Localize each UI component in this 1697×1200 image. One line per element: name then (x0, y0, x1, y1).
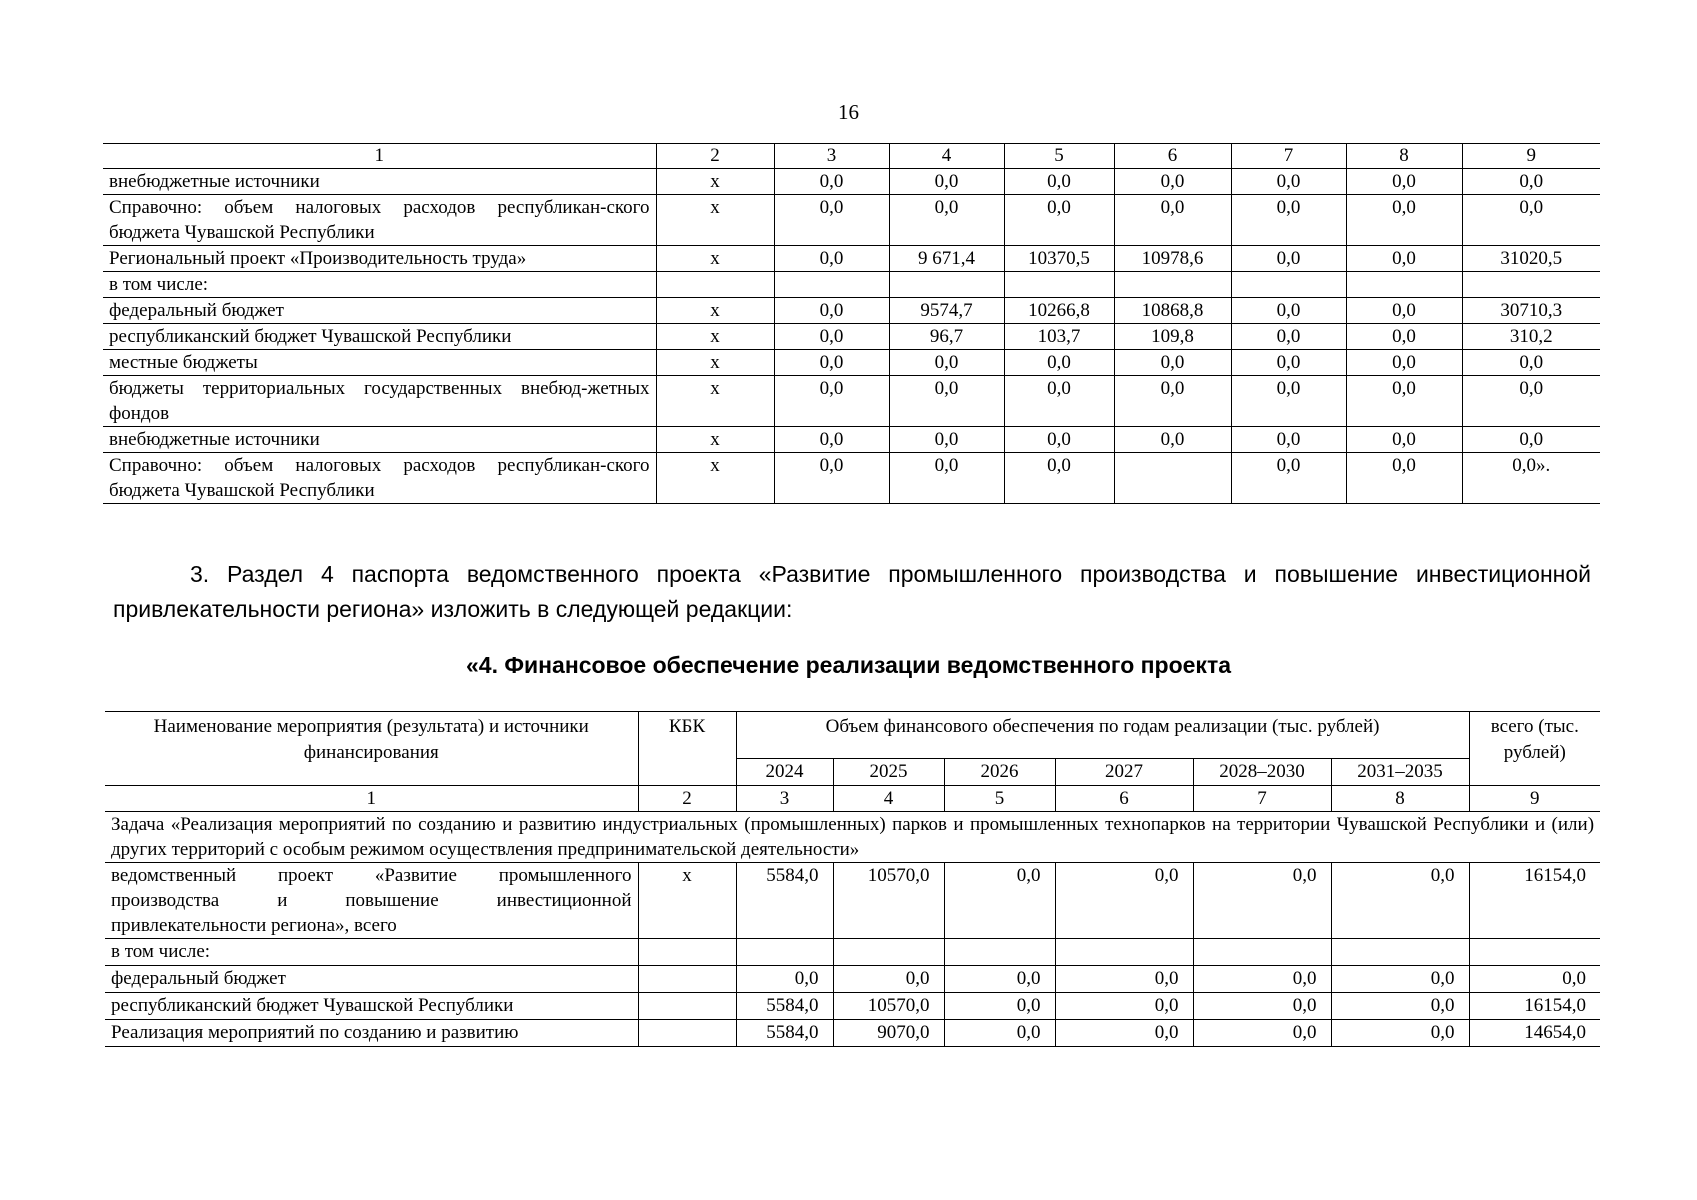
table-cell: 0,0 (774, 350, 889, 376)
table-cell (1346, 272, 1462, 298)
table-cell: 0,0 (889, 195, 1004, 246)
table-cell: 0,0 (774, 324, 889, 350)
row-name: бюджеты территориальных государственных внебюд-жетных фондов (103, 376, 656, 427)
table-cell: 0,0 (944, 1020, 1055, 1047)
kbk-cell (638, 966, 736, 993)
table-cell: 16154,0 (1469, 993, 1600, 1020)
table-row (103, 246, 1600, 272)
header-name: Наименование мероприятия (результата) и источники финансирования (105, 712, 638, 786)
row-name: республиканский бюджет Чувашской Республики (105, 993, 638, 1020)
table-row (103, 298, 1600, 324)
table-cell (889, 272, 1004, 298)
table-cell: 10868,8 (1114, 298, 1231, 324)
table-cell: х (656, 350, 774, 376)
kbk-cell (638, 1020, 736, 1047)
table-cell (1055, 939, 1193, 966)
table-cell: 0,0 (1055, 993, 1193, 1020)
table-cell: 0,0 (1004, 350, 1114, 376)
table-cell: 0,0 (1346, 195, 1462, 246)
column-number: 4 (889, 144, 1004, 169)
table-cell: 310,2 (1462, 324, 1600, 350)
table-cell (1114, 272, 1231, 298)
table-cell: 0,0 (1004, 195, 1114, 246)
table-cell: 0,0 (1055, 863, 1193, 939)
table-row (103, 169, 1600, 195)
table-cell: 5584,0 (736, 1020, 833, 1047)
table-cell: 0,0 (944, 966, 1055, 993)
row-name: Справочно: объем налоговых расходов республикан-ского бюджета Чувашской Республики (103, 195, 656, 246)
table-cell: 0,0 (1193, 993, 1331, 1020)
funding-table (105, 711, 1600, 1047)
table-row (105, 993, 1600, 1020)
table-cell: 0,0 (889, 169, 1004, 195)
table-cell: х (656, 324, 774, 350)
kbk-cell (638, 993, 736, 1020)
table-cell: 0,0 (736, 966, 833, 993)
table-row (103, 195, 1600, 246)
row-name: внебюджетные источники (103, 169, 656, 195)
table-cell: 0,0 (1004, 169, 1114, 195)
column-number: 8 (1346, 144, 1462, 169)
table-cell: 0,0 (1346, 350, 1462, 376)
table-cell: 0,0 (1469, 966, 1600, 993)
column-number: 2 (656, 144, 774, 169)
table-cell: 0,0 (1004, 453, 1114, 504)
table-cell: 0,0 (1346, 298, 1462, 324)
column-number: 9 (1462, 144, 1600, 169)
table-cell: х (656, 246, 774, 272)
table-cell: 0,0 (1231, 169, 1346, 195)
table-cell: 0,0 (1004, 427, 1114, 453)
table-cell: 0,0 (774, 453, 889, 504)
table-cell (736, 939, 833, 966)
table-cell: 0,0 (1231, 350, 1346, 376)
table-cell: 0,0 (1231, 427, 1346, 453)
row-name: ведомственный проект «Развитие промышленного производства и повышение инвестиционной привлекательности региона», всего (105, 863, 638, 939)
table-row (103, 427, 1600, 453)
table-cell: 0,0 (889, 427, 1004, 453)
table-cell: 0,0 (1462, 350, 1600, 376)
column-number: 1 (105, 786, 638, 812)
table-cell (944, 939, 1055, 966)
table-cell: 0,0 (774, 427, 889, 453)
table-cell: 0,0 (889, 376, 1004, 427)
table-cell: 0,0 (1193, 863, 1331, 939)
row-name: федеральный бюджет (103, 298, 656, 324)
column-number: 6 (1055, 786, 1193, 812)
table-cell: 0,0 (1193, 1020, 1331, 1047)
table-cell: 0,0 (944, 993, 1055, 1020)
kbk-cell (638, 939, 736, 966)
table-cell (1462, 272, 1600, 298)
table-row (105, 863, 1600, 939)
table-cell: 0,0 (1331, 966, 1469, 993)
table-cell: 16154,0 (1469, 863, 1600, 939)
year-header: 2027 (1055, 759, 1193, 786)
funding-table-continued (103, 143, 1600, 504)
table-cell: 5584,0 (736, 863, 833, 939)
table-cell: 0,0 (1331, 863, 1469, 939)
table-row (103, 453, 1600, 504)
table-cell: 0,0 (1193, 966, 1331, 993)
table-cell: 0,0 (889, 453, 1004, 504)
table-cell: 0,0 (1346, 246, 1462, 272)
table-cell: 31020,5 (1462, 246, 1600, 272)
table-cell (833, 939, 944, 966)
column-number: 3 (736, 786, 833, 812)
table-cell: 0,0 (1114, 350, 1231, 376)
table-cell: 0,0 (1462, 376, 1600, 427)
column-number: 7 (1193, 786, 1331, 812)
table-cell: 109,8 (1114, 324, 1231, 350)
table-cell (1469, 939, 1600, 966)
column-number: 8 (1331, 786, 1469, 812)
table-cell: 0,0 (1114, 169, 1231, 195)
table-cell: 0,0 (774, 169, 889, 195)
table-cell: 0,0 (1331, 1020, 1469, 1047)
table-cell (1004, 272, 1114, 298)
header-kbk: КБК (638, 712, 736, 786)
row-name: республиканский бюджет Чувашской Республики (103, 324, 656, 350)
table-row (103, 376, 1600, 427)
table-cell: 0,0 (1346, 324, 1462, 350)
table-cell: 0,0 (1114, 195, 1231, 246)
table-cell (1231, 272, 1346, 298)
table-cell (656, 272, 774, 298)
column-number: 9 (1469, 786, 1600, 812)
year-header: 2026 (944, 759, 1055, 786)
table-cell: 0,0 (1231, 298, 1346, 324)
column-number: 2 (638, 786, 736, 812)
table-cell: 10370,5 (1004, 246, 1114, 272)
table-cell: х (656, 298, 774, 324)
task-row: Задача «Реализация мероприятий по созданию и развитию индустриальных (промышленных) парков и промышленных технопарков на территории Чувашской Республики и (или) других территорий с особым режимом осуществления предпринимательской деятельности» (105, 812, 1600, 863)
table-cell: 10570,0 (833, 863, 944, 939)
table-cell: 0,0 (1004, 376, 1114, 427)
table-cell: х (656, 195, 774, 246)
table-cell: 0,0 (1462, 427, 1600, 453)
table-cell: 0,0 (774, 298, 889, 324)
table-cell (1331, 939, 1469, 966)
table-cell: 0,0 (1231, 453, 1346, 504)
table-cell: 9070,0 (833, 1020, 944, 1047)
table-cell: 14654,0 (1469, 1020, 1600, 1047)
table-cell (774, 272, 889, 298)
column-number-row (103, 144, 1600, 169)
table-cell: 0,0 (1231, 376, 1346, 427)
row-name: Справочно: объем налоговых расходов республикан-ского бюджета Чувашской Республики (103, 453, 656, 504)
table-cell: 0,0 (1346, 376, 1462, 427)
table-cell: 0,0 (1231, 324, 1346, 350)
column-number: 5 (1004, 144, 1114, 169)
header-total: всего (тыс. рублей) (1469, 712, 1600, 786)
header-volume: Объем финансового обеспечения по годам реализации (тыс. рублей) (736, 712, 1469, 759)
row-name: местные бюджеты (103, 350, 656, 376)
table-cell: 9574,7 (889, 298, 1004, 324)
table-cell: 5584,0 (736, 993, 833, 1020)
table-cell: 0,0 (774, 246, 889, 272)
row-name: Реализация мероприятий по созданию и развитию (105, 1020, 638, 1047)
table-cell: х (656, 453, 774, 504)
row-name: внебюджетные источники (103, 427, 656, 453)
table-cell: 0,0 (1462, 195, 1600, 246)
table-cell: 0,0 (1346, 427, 1462, 453)
table-cell: 0,0 (1055, 1020, 1193, 1047)
table-row (105, 939, 1600, 966)
table-cell: 0,0 (889, 350, 1004, 376)
year-header: 2025 (833, 759, 944, 786)
table-cell: 30710,3 (1462, 298, 1600, 324)
row-name: федеральный бюджет (105, 966, 638, 993)
table-cell (1114, 453, 1231, 504)
table-cell: 0,0 (1231, 246, 1346, 272)
table-row (103, 272, 1600, 298)
table-cell: 0,0 (1114, 427, 1231, 453)
section-paragraph: 3. Раздел 4 паспорта ведомственного проекта «Развитие промышленного производства и повышение инвестиционной привлекательности региона» изложить в следующей редакции: (113, 561, 1591, 622)
row-name: Региональный проект «Производительность труда» (103, 246, 656, 272)
table-cell: 0,0 (1231, 195, 1346, 246)
table-row (103, 324, 1600, 350)
column-number: 4 (833, 786, 944, 812)
table-cell (1193, 939, 1331, 966)
table-cell: х (656, 169, 774, 195)
table-cell: 9 671,4 (889, 246, 1004, 272)
table-cell: 0,0 (944, 863, 1055, 939)
table-cell: 0,0 (1346, 169, 1462, 195)
year-header: 2028–2030 (1193, 759, 1331, 786)
page-number: 16 (838, 100, 859, 124)
row-name: в том числе: (105, 939, 638, 966)
column-number: 3 (774, 144, 889, 169)
table-cell: 10978,6 (1114, 246, 1231, 272)
table-cell: 0,0 (774, 195, 889, 246)
table-row (105, 966, 1600, 993)
table-cell: 0,0 (1331, 993, 1469, 1020)
year-header: 2024 (736, 759, 833, 786)
column-number: 7 (1231, 144, 1346, 169)
table-cell: 0,0 (1346, 453, 1462, 504)
column-number: 1 (103, 144, 656, 169)
table-cell: 0,0 (1055, 966, 1193, 993)
year-header: 2031–2035 (1331, 759, 1469, 786)
table-cell: 0,0». (1462, 453, 1600, 504)
table-cell: х (656, 427, 774, 453)
table-cell: 10266,8 (1004, 298, 1114, 324)
table-cell: х (656, 376, 774, 427)
row-name: в том числе: (103, 272, 656, 298)
section-heading: «4. Финансовое обеспечение реализации ведомственного проекта (466, 652, 1231, 678)
column-number-row (105, 786, 1600, 812)
table-cell: 0,0 (833, 966, 944, 993)
table-cell: 96,7 (889, 324, 1004, 350)
table-cell: 10570,0 (833, 993, 944, 1020)
kbk-cell: х (638, 863, 736, 939)
table-row (105, 1020, 1600, 1047)
table-cell: 103,7 (1004, 324, 1114, 350)
table-row (103, 350, 1600, 376)
column-number: 6 (1114, 144, 1231, 169)
column-number: 5 (944, 786, 1055, 812)
table-cell: 0,0 (774, 376, 889, 427)
table-cell: 0,0 (1114, 376, 1231, 427)
table-cell: 0,0 (1462, 169, 1600, 195)
